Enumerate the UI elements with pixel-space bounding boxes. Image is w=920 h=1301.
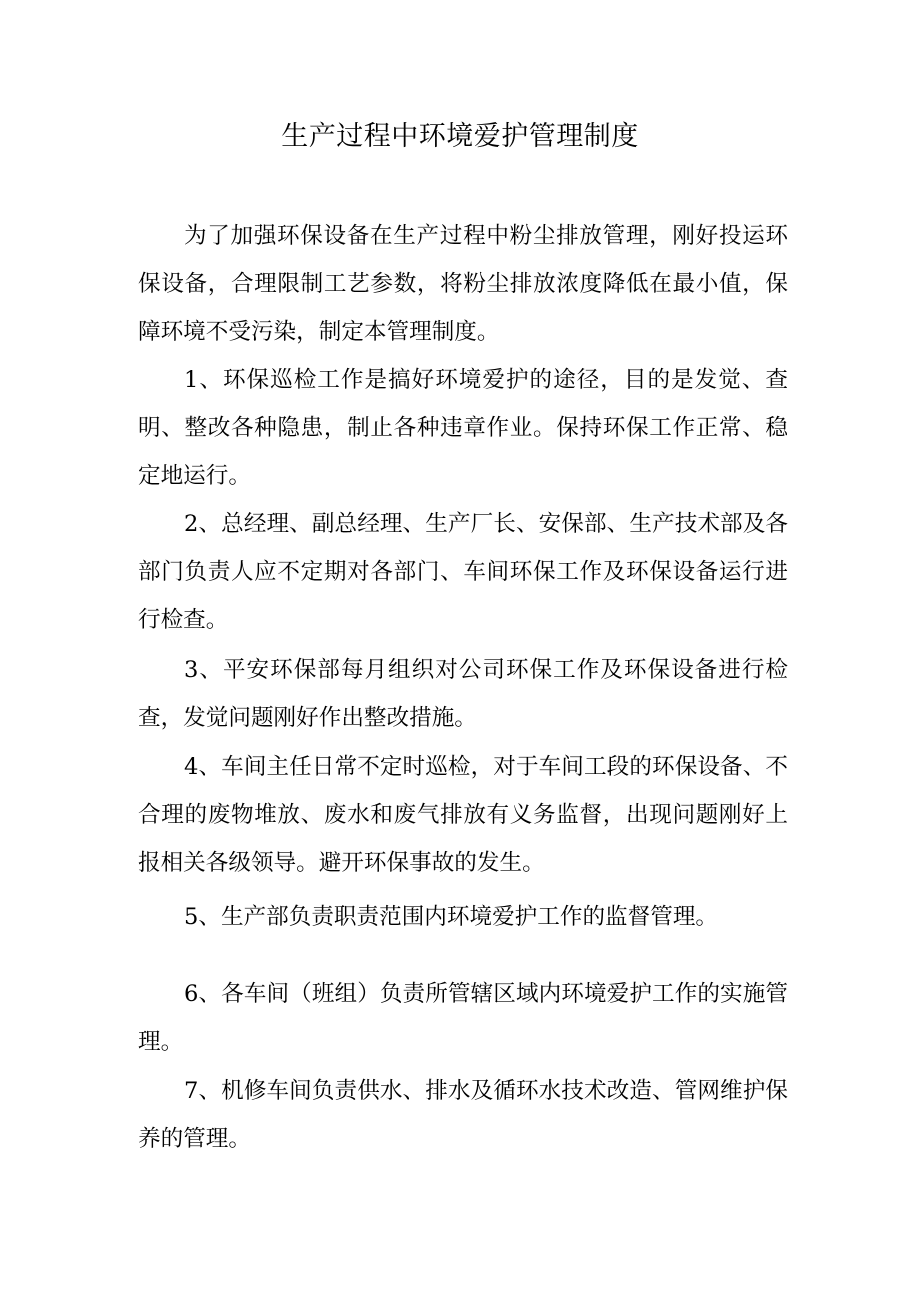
rule-paragraph-3: 3、平安环保部每月组织对公司环保工作及环保设备进行检查，发觉问题刚好作出整改措施。 [138,657,788,731]
intro-paragraph: 为了加强环保设备在生产过程中粉尘排放管理，刚好投运环保设备，合理限制工艺参数，将粉尘排放浓度降低在最小值，保障环境不受污染，制定本管理制度。 [138,223,788,345]
rule-paragraph-4: 4、车间主任日常不定时巡检，对于车间工段的环保设备、不合理的废物堆放、废水和废气排放有义务监督，出现问题刚好上报相关各级领导。避开环保事故的发生。 [138,754,788,876]
rule-paragraph-1: 1、环保巡检工作是搞好环境爱护的途径，目的是发觉、查明、整改各种隐患，制止各种违章作业。保持环保工作正常、稳定地运行。 [138,367,788,489]
rule-paragraph-2: 2、总经理、副总经理、生产厂长、安保部、生产技术部及各部门负责人应不定期对各部门、车间环保工作及环保设备运行进行检查。 [138,511,788,633]
rule-paragraph-7: 7、机修车间负责供水、排水及循环水技术改造、管网维护保养的管理。 [138,1078,788,1152]
document-title: 生产过程中环境爱护管理制度 [281,121,639,152]
rule-paragraph-5: 5、生产部负责职责范围内环境爱护工作的监督管理。 [184,904,719,930]
rule-paragraph-6: 6、各车间（班组）负责所管辖区域内环境爱护工作的实施管理。 [138,981,788,1055]
